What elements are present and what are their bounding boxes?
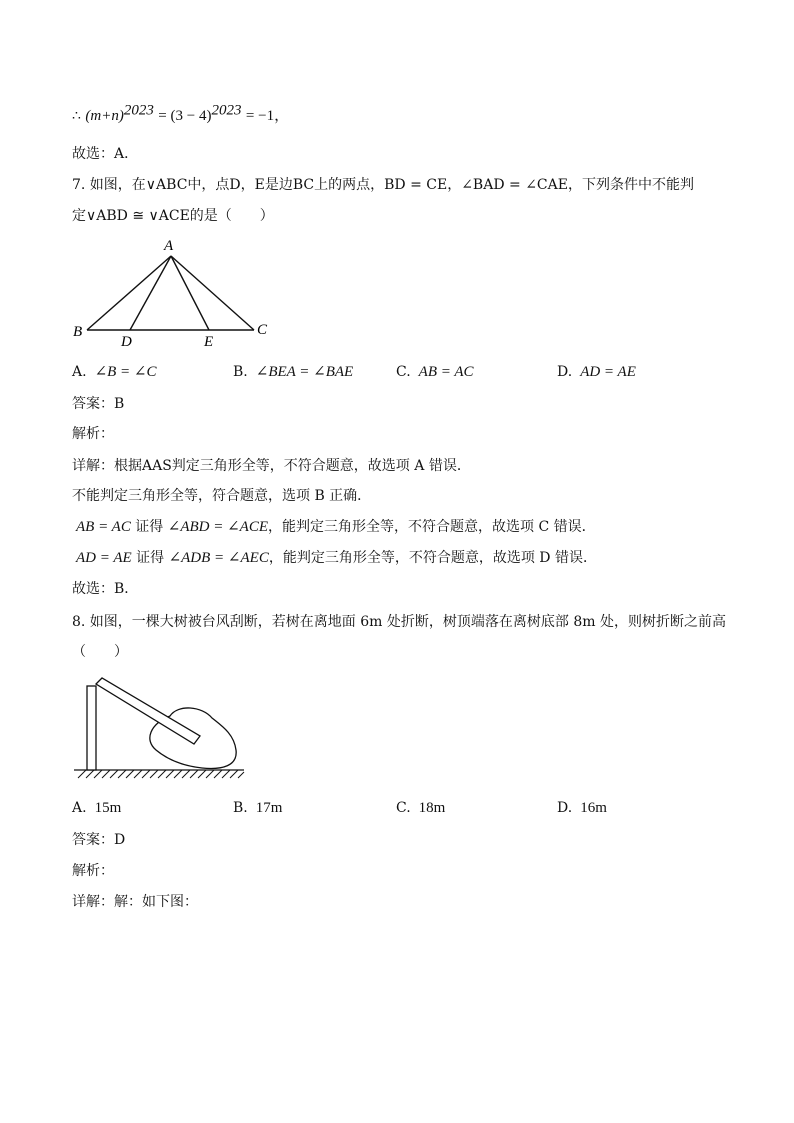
option-letter: D.	[557, 364, 573, 380]
q7-detail-2: 不能判定三角形全等，符合题意，选项 B 正确．	[72, 488, 372, 504]
mid-base: = (3 − 4)	[158, 108, 212, 124]
condition-math: AD = AE	[76, 550, 132, 566]
option-letter: A.	[72, 364, 87, 380]
q7-detail-3	[76, 517, 596, 537]
q8-detail: 详解：解：如下图：	[72, 894, 198, 910]
label-b: B	[73, 324, 83, 340]
q7-analysis-label: 解析：	[72, 426, 114, 442]
question-7-stem-line2: 定∨ABD ≅ ∨ACE的是（ ）	[72, 208, 274, 224]
conclusion-text: ，能判定三角形全等，不符合题意，故选项 C 错误．	[268, 519, 596, 535]
option-value: 18m	[418, 800, 446, 816]
result-math: ∠ADB = ∠AEC	[168, 550, 269, 566]
question-8-broken-tree-figure	[72, 674, 252, 784]
lhs-exponent: 2023	[123, 102, 154, 119]
option-letter: C.	[396, 364, 411, 380]
therefore-symbol: ∴	[72, 108, 81, 124]
prove-word: 证得	[136, 550, 165, 566]
option-letter: C.	[396, 800, 411, 816]
question-8-stem-line1: 8. 如图，一棵大树被台风刮断，若树在离地面 6m 处折断，树顶端落在离树底部 8m 处，则树折断之前高	[72, 614, 726, 630]
option-value: ∠B = ∠C	[94, 364, 157, 380]
question-7-triangle-figure	[70, 236, 290, 350]
option-letter: A.	[72, 800, 87, 816]
q7-option-a[interactable]	[72, 362, 157, 382]
q8-option-a[interactable]	[72, 798, 121, 818]
label-e: E	[204, 334, 214, 350]
q7-option-b[interactable]	[233, 362, 353, 382]
question-7-stem-line1: 7. 如图，在∨ABC中，点D，E是边BC上的两点，BD = CE，∠BAD = ∠CAE，下列条件中不能判	[72, 177, 694, 193]
q8-option-d[interactable]	[557, 798, 607, 818]
segment-ab	[87, 256, 171, 330]
q7-choice: 故选：B．	[72, 581, 139, 597]
q8-option-c[interactable]	[396, 798, 445, 818]
prove-word: 证得	[135, 519, 164, 535]
ground-hatching	[78, 770, 244, 778]
label-c: C	[257, 322, 268, 338]
segment-ad	[130, 256, 171, 330]
q8-analysis-label: 解析：	[72, 863, 114, 879]
option-value: 16m	[580, 800, 607, 816]
option-value: ∠BEA = ∠BAE	[255, 364, 354, 380]
option-letter: D.	[557, 800, 573, 816]
option-letter: B.	[233, 364, 248, 380]
tree-trunk	[87, 686, 96, 770]
segment-ae	[171, 256, 209, 330]
label-a: A	[164, 238, 174, 254]
solution-6-equation	[72, 102, 290, 126]
q7-option-d[interactable]	[557, 362, 636, 382]
segment-ac	[171, 256, 254, 330]
label-d: D	[121, 334, 132, 350]
q7-detail-1: 详解：根据AAS判定三角形全等，不符合题意，故选项 A 错误．	[72, 458, 471, 474]
q7-answer: 答案：B	[72, 396, 125, 412]
result-math: ∠ABD = ∠ACE	[167, 519, 268, 535]
q7-detail-4	[76, 548, 597, 568]
option-value: 15m	[94, 800, 122, 816]
rhs-value: = −1，	[245, 108, 290, 124]
option-value: 17m	[255, 800, 283, 816]
solution-6-choice: 故选：A．	[72, 146, 139, 162]
question-8-stem-line2: （ ）	[72, 644, 128, 660]
lhs-base: (m+n)	[85, 108, 124, 124]
mid-exponent: 2023	[211, 102, 242, 119]
condition-math: AB = AC	[76, 519, 131, 535]
q8-option-b[interactable]	[233, 798, 282, 818]
option-letter: B.	[233, 800, 248, 816]
option-value: AB = AC	[418, 364, 474, 380]
q7-option-c[interactable]	[396, 362, 474, 382]
q8-answer: 答案：D	[72, 832, 126, 848]
conclusion-text: ，能判定三角形全等，不符合题意，故选项 D 错误．	[268, 550, 597, 566]
option-value: AD = AE	[580, 364, 636, 380]
